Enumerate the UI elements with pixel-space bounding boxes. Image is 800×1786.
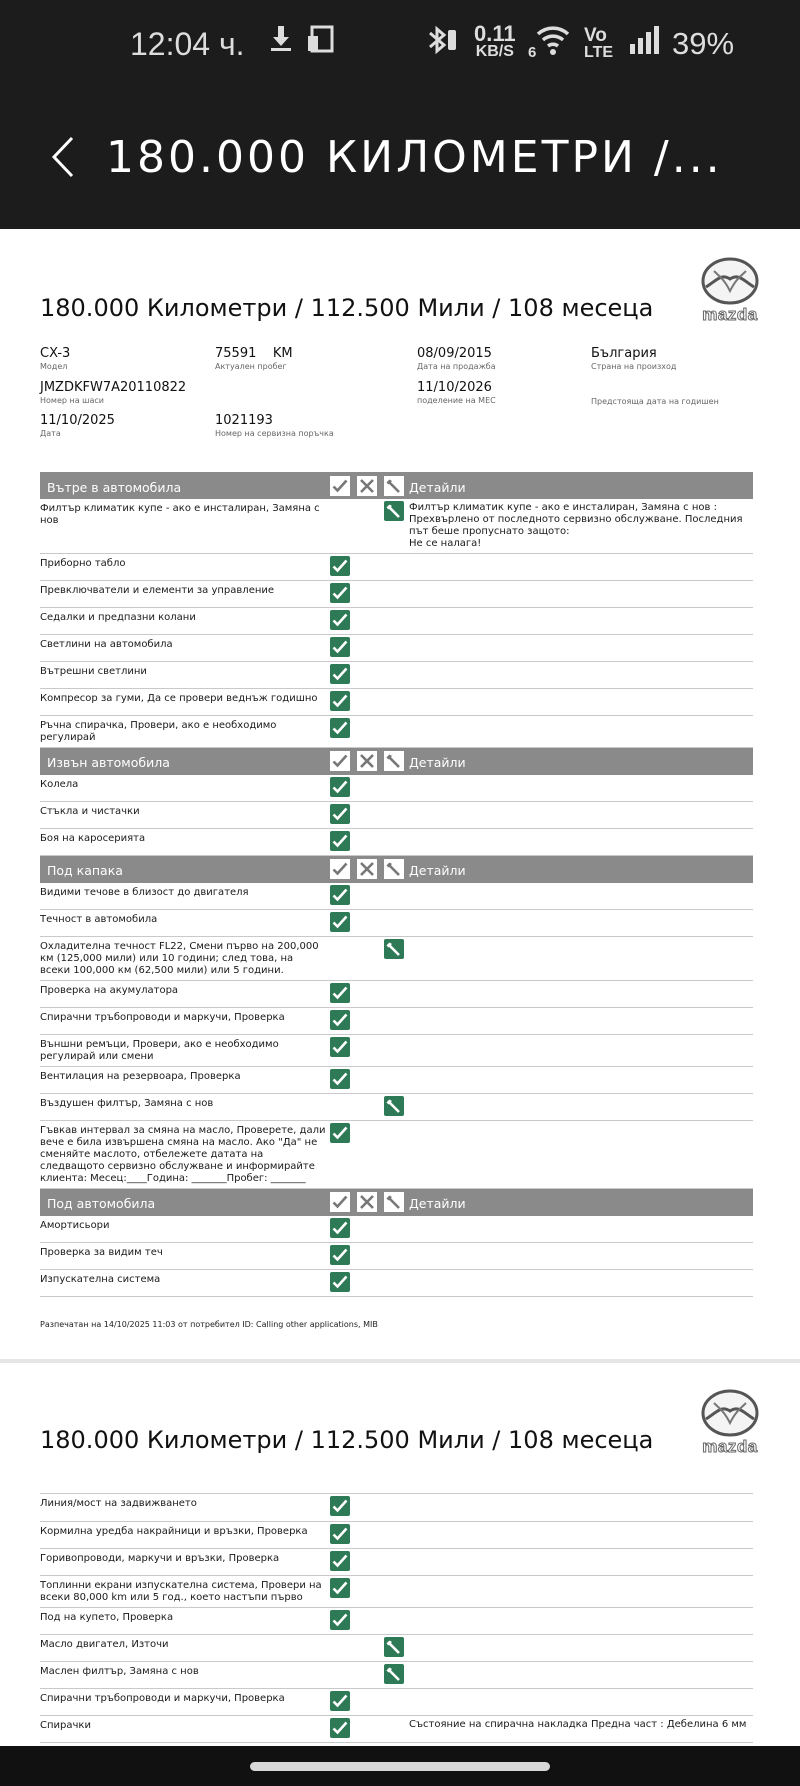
table-row — [40, 1715, 753, 1742]
row-detail — [407, 775, 753, 802]
row-item-label: Спирачни тръбопроводи и маркучи, Проверка — [40, 1688, 326, 1715]
table-row — [40, 1494, 753, 1521]
status-fail-cell — [353, 1715, 380, 1742]
check-ok-icon — [330, 583, 350, 603]
row-item-label: Вентилация на резервоара, Проверка — [40, 1067, 326, 1094]
status-ok-cell — [326, 1494, 353, 1521]
row-item-label: Гъвкав интервал за смяна на масло, Проверете, дали вече е била извършена смяна на масло. Ако "Да" не сменяйте маслото, отбележете датата на следващото сервизно обслужване и информирайте клиента: Месец:____Година: _______Пробег: _______ — [40, 1121, 326, 1189]
row-detail — [407, 1548, 753, 1575]
check-ok-icon — [330, 1069, 350, 1089]
status-fail-cell — [353, 689, 380, 716]
status-fail-cell — [353, 1094, 380, 1121]
document-page-2 — [0, 1363, 800, 1746]
row-detail — [407, 608, 753, 635]
status-fail-cell — [353, 910, 380, 937]
table-row — [40, 1121, 753, 1189]
status-ok-cell — [326, 1607, 353, 1634]
table-row — [40, 1008, 753, 1035]
status-ok-cell — [326, 1715, 353, 1742]
check-ok-icon — [330, 1272, 350, 1292]
volte-indicator: Vo LTE — [584, 25, 614, 61]
status-ok-cell — [326, 1548, 353, 1575]
status-fail-cell — [353, 883, 380, 910]
row-detail — [407, 689, 753, 716]
info-mec-date: 11/10/2026 поделение на МЕС — [417, 380, 496, 405]
row-item-label: Стъкла и чистачки — [40, 802, 326, 829]
status-fail-cell — [353, 1216, 380, 1243]
status-fail-cell — [353, 499, 380, 554]
row-detail — [407, 883, 753, 910]
row-detail — [407, 1575, 753, 1607]
table-row — [40, 554, 753, 581]
home-gesture-handle[interactable] — [250, 1762, 550, 1771]
row-detail — [407, 1634, 753, 1661]
download-icon — [268, 24, 294, 61]
table-row — [40, 1688, 753, 1715]
status-ok-cell — [326, 581, 353, 608]
check-ok-icon — [330, 1610, 350, 1630]
status-fail-cell — [353, 1634, 380, 1661]
row-item-label: Проверка за видим теч — [40, 1243, 326, 1270]
status-ok-cell — [326, 829, 353, 856]
status-service-cell — [380, 910, 407, 937]
status-service-cell — [380, 635, 407, 662]
table-row — [40, 1521, 753, 1548]
check-ok-icon — [330, 610, 350, 630]
header-tool-icon — [380, 748, 407, 775]
row-item-label: Изпускателна система — [40, 1270, 326, 1297]
row-detail — [407, 1067, 753, 1094]
table-row — [40, 1661, 753, 1688]
row-item-label: Маслен филтър, Замяна с нов — [40, 1661, 326, 1688]
header-check-icon — [326, 472, 353, 499]
status-service-cell — [380, 883, 407, 910]
status-ok-cell — [326, 1216, 353, 1243]
row-detail — [407, 1494, 753, 1521]
table-row — [40, 608, 753, 635]
row-detail — [407, 581, 753, 608]
table-row — [40, 581, 753, 608]
status-ok-cell — [326, 1008, 353, 1035]
status-ok-cell — [326, 1634, 353, 1661]
status-ok-cell — [326, 1575, 353, 1607]
status-fail-cell — [353, 662, 380, 689]
check-ok-icon — [330, 1123, 350, 1143]
status-ok-cell — [326, 775, 353, 802]
status-service-cell — [380, 802, 407, 829]
info-country: България Страна на произход — [591, 346, 677, 371]
info-sale-date: 08/09/2015 Дата на продажба — [417, 346, 496, 371]
status-fail-cell — [353, 1008, 380, 1035]
status-service-cell — [380, 1661, 407, 1688]
table-row — [40, 662, 753, 689]
header-x-icon — [353, 856, 380, 883]
status-service-cell — [380, 1270, 407, 1297]
mazda-emblem-icon — [692, 257, 768, 307]
check-ok-icon — [330, 831, 350, 851]
check-ok-icon — [330, 1551, 350, 1571]
service-tool-icon — [384, 1637, 404, 1657]
status-fail-cell — [353, 802, 380, 829]
status-ok-cell — [326, 1035, 353, 1067]
status-fail-cell — [353, 1548, 380, 1575]
table-row — [40, 802, 753, 829]
status-ok-cell — [326, 883, 353, 910]
app-bar — [0, 88, 800, 229]
status-fail-cell — [353, 981, 380, 1008]
service-tool-icon — [384, 939, 404, 959]
row-detail: Състояние на спирачна накладка Предна част : Дебелина 6 мм — [407, 1715, 753, 1742]
row-detail — [407, 1607, 753, 1634]
row-item-label: Светлини на автомобила — [40, 635, 326, 662]
status-fail-cell — [353, 608, 380, 635]
row-item-label: Течност в автомобила — [40, 910, 326, 937]
check-ok-icon — [330, 637, 350, 657]
status-ok-cell — [326, 608, 353, 635]
mazda-wordmark: mazda — [702, 1437, 758, 1456]
header-check-icon — [326, 1189, 353, 1216]
checklist-table-page2 — [40, 1494, 753, 1743]
status-ok-cell — [326, 499, 353, 554]
status-ok-cell — [326, 1521, 353, 1548]
header-x-icon — [353, 472, 380, 499]
table-row — [40, 883, 753, 910]
status-service-cell — [380, 662, 407, 689]
status-service-cell — [380, 689, 407, 716]
details-header: Детайли — [407, 856, 753, 883]
table-row — [40, 1035, 753, 1067]
status-fail-cell — [353, 1521, 380, 1548]
check-ok-icon — [330, 1718, 350, 1738]
document-page-1 — [0, 229, 800, 1359]
row-item-label: Топлинни екрани изпускателна система, Провери на всеки 80,000 km или 5 год., което настъпи първо — [40, 1575, 326, 1607]
details-header: Детайли — [407, 748, 753, 775]
status-service-cell — [380, 937, 407, 981]
row-detail — [407, 554, 753, 581]
row-detail — [407, 1216, 753, 1243]
status-ok-cell — [326, 1243, 353, 1270]
service-tool-icon — [384, 1096, 404, 1116]
check-ok-icon — [330, 777, 350, 797]
status-ok-cell — [326, 1094, 353, 1121]
row-item-label: Вътрешни светлини — [40, 662, 326, 689]
row-item-label: Превключватели и елементи за управление — [40, 581, 326, 608]
navigation-bar — [0, 1746, 800, 1786]
section-header — [40, 1189, 753, 1216]
status-service-cell — [380, 1035, 407, 1067]
check-ok-icon — [330, 1524, 350, 1544]
section-title: Вътре в автомобила — [40, 472, 326, 499]
row-item-label: Компресор за гуми, Да се провери веднъж годишно — [40, 689, 326, 716]
check-ok-icon — [330, 556, 350, 576]
check-ok-icon — [330, 1218, 350, 1238]
details-header: Детайли — [407, 1189, 753, 1216]
check-ok-icon — [330, 718, 350, 738]
table-row — [40, 1243, 753, 1270]
battery-level: 39% — [672, 26, 735, 61]
network-speed: 0.11 KB/S — [474, 21, 516, 60]
status-fail-cell — [353, 1661, 380, 1688]
status-fail-cell — [353, 1494, 380, 1521]
status-ok-cell — [326, 910, 353, 937]
row-detail — [407, 1688, 753, 1715]
status-service-cell — [380, 1121, 407, 1189]
status-fail-cell — [353, 1121, 380, 1189]
info-date: 11/10/2025 Дата — [40, 413, 115, 438]
header-check-icon — [326, 748, 353, 775]
status-fail-cell — [353, 1270, 380, 1297]
status-fail-cell — [353, 1607, 380, 1634]
check-ok-icon — [330, 1578, 350, 1598]
service-tool-icon — [384, 1664, 404, 1684]
mazda-logo-page2 — [692, 1389, 768, 1459]
details-header: Детайли — [407, 472, 753, 499]
status-service-cell — [380, 829, 407, 856]
row-detail: Филтър климатик купе - ако е инсталиран, Замяна с нов : Прехвърлено от последното сервизно обслужване. Последния път беше пропуснато защото: Не се налага! — [407, 499, 753, 554]
printed-note: Разпечатан на 14/10/2025 11:03 от потребител ID: Calling other applications, MIB — [40, 1320, 378, 1329]
info-model: CX-3 Модел — [40, 346, 71, 371]
row-item-label: Седалки и предпазни колани — [40, 608, 326, 635]
status-ok-cell — [326, 937, 353, 981]
status-service-cell — [380, 499, 407, 554]
status-fail-cell — [353, 635, 380, 662]
status-service-cell — [380, 1216, 407, 1243]
bluetooth-icon — [426, 24, 462, 63]
row-item-label: Охладителна течност FL22, Смени първо на 200,000 км (125,000 мили) или 10 години; след това, на всеки 100,000 км (62,500 мили) или 5 години. — [40, 937, 326, 981]
header-tool-icon — [380, 856, 407, 883]
table-row — [40, 981, 753, 1008]
table-row — [40, 635, 753, 662]
section-header — [40, 472, 753, 499]
check-ok-icon — [330, 1010, 350, 1030]
status-service-cell — [380, 1688, 407, 1715]
row-detail — [407, 1121, 753, 1189]
status-service-cell — [380, 1494, 407, 1521]
status-service-cell — [380, 554, 407, 581]
row-item-label: Под на купето, Проверка — [40, 1607, 326, 1634]
row-detail — [407, 662, 753, 689]
row-detail — [407, 981, 753, 1008]
row-detail — [407, 1008, 753, 1035]
check-ok-icon — [330, 1496, 350, 1516]
status-service-cell — [380, 1607, 407, 1634]
status-fail-cell — [353, 937, 380, 981]
check-ok-icon — [330, 885, 350, 905]
table-row — [40, 499, 753, 554]
row-detail — [407, 802, 753, 829]
table-row — [40, 1067, 753, 1094]
table-row — [40, 1270, 753, 1297]
status-ok-cell — [326, 1121, 353, 1189]
status-ok-cell — [326, 689, 353, 716]
status-service-cell — [380, 1634, 407, 1661]
row-item-label: Проверка на акумулатора — [40, 981, 326, 1008]
status-ok-cell — [326, 1688, 353, 1715]
status-service-cell — [380, 1521, 407, 1548]
row-detail — [407, 1094, 753, 1121]
row-item-label: Кормилна уредба накрайници и връзки, Проверка — [40, 1521, 326, 1548]
info-service-order: 1021193 Номер на сервизна поръчка — [215, 413, 334, 438]
section-title: Извън автомобила — [40, 748, 326, 775]
table-row — [40, 689, 753, 716]
status-fail-cell — [353, 1575, 380, 1607]
row-detail — [407, 829, 753, 856]
row-item-label: Амортисьори — [40, 1216, 326, 1243]
status-service-cell — [380, 1715, 407, 1742]
status-ok-cell — [326, 662, 353, 689]
mazda-emblem-icon — [692, 1389, 768, 1439]
mazda-logo — [692, 257, 768, 327]
status-service-cell — [380, 1067, 407, 1094]
row-item-label: Боя на каросерията — [40, 829, 326, 856]
check-ok-icon — [330, 664, 350, 684]
document-title: 180.000 Километри / 112.500 Мили / 108 месеца — [40, 294, 654, 322]
back-arrow-icon[interactable] — [44, 130, 84, 184]
checklist-table — [40, 472, 753, 1297]
status-service-cell — [380, 1548, 407, 1575]
section-header — [40, 748, 753, 775]
status-ok-cell — [326, 1270, 353, 1297]
table-row — [40, 829, 753, 856]
status-service-cell — [380, 1243, 407, 1270]
section-header — [40, 856, 753, 883]
header-x-icon — [353, 748, 380, 775]
table-row — [40, 937, 753, 981]
row-item-label: Линия/мост на задвижването — [40, 1494, 326, 1521]
signal-icon — [628, 24, 664, 63]
row-item-label: Въздушен филтър, Замяна с нов — [40, 1094, 326, 1121]
header-check-icon — [326, 856, 353, 883]
row-item-label: Колела — [40, 775, 326, 802]
section-title: Под автомобила — [40, 1189, 326, 1216]
status-ok-cell — [326, 1067, 353, 1094]
table-row — [40, 910, 753, 937]
check-ok-icon — [330, 912, 350, 932]
info-next-annual: Предстояща дата на годишен — [591, 397, 719, 406]
row-detail — [407, 716, 753, 748]
check-ok-icon — [330, 1691, 350, 1711]
wifi-6-label: 6 — [528, 44, 537, 61]
info-vin: JMZDKFW7A20110822 Номер на шаси — [40, 380, 187, 405]
service-tool-icon — [384, 501, 404, 521]
table-row — [40, 1216, 753, 1243]
row-detail — [407, 1270, 753, 1297]
header-tool-icon — [380, 1189, 407, 1216]
status-ok-cell — [326, 981, 353, 1008]
check-ok-icon — [330, 1245, 350, 1265]
status-fail-cell — [353, 581, 380, 608]
page-title: 180.000 КИЛОМЕТРИ /... — [106, 132, 723, 183]
status-service-cell — [380, 1008, 407, 1035]
row-item-label: Видими течове в близост до двигателя — [40, 883, 326, 910]
status-bar — [0, 0, 800, 88]
table-row — [40, 1094, 753, 1121]
status-service-cell — [380, 1575, 407, 1607]
info-mileage: 75591 KM Актуален пробег — [215, 346, 293, 371]
row-item-label: Горивопроводи, маркучи и връзки, Проверка — [40, 1548, 326, 1575]
row-item-label: Външни ремъци, Провери, ако е необходимо регулирай или смени — [40, 1035, 326, 1067]
check-ok-icon — [330, 804, 350, 824]
status-ok-cell — [326, 802, 353, 829]
table-row — [40, 1634, 753, 1661]
cast-icon — [306, 24, 338, 61]
row-item-label: Спирачни тръбопроводи и маркучи, Проверка — [40, 1008, 326, 1035]
row-detail — [407, 937, 753, 981]
status-fail-cell — [353, 1243, 380, 1270]
row-detail — [407, 1521, 753, 1548]
row-detail — [407, 1661, 753, 1688]
clock: 12:04 ч. — [130, 26, 245, 62]
status-fail-cell — [353, 1035, 380, 1067]
status-fail-cell — [353, 554, 380, 581]
table-row — [40, 1607, 753, 1634]
status-ok-cell — [326, 554, 353, 581]
status-fail-cell — [353, 775, 380, 802]
status-fail-cell — [353, 716, 380, 748]
mazda-wordmark: mazda — [702, 305, 758, 324]
row-detail — [407, 910, 753, 937]
status-service-cell — [380, 1094, 407, 1121]
status-service-cell — [380, 981, 407, 1008]
status-service-cell — [380, 775, 407, 802]
row-item-label: Масло двигател, Източи — [40, 1634, 326, 1661]
table-row — [40, 1575, 753, 1607]
status-service-cell — [380, 716, 407, 748]
table-row — [40, 1548, 753, 1575]
table-row — [40, 716, 753, 748]
row-item-label: Приборно табло — [40, 554, 326, 581]
status-service-cell — [380, 608, 407, 635]
status-fail-cell — [353, 1067, 380, 1094]
row-detail — [407, 1243, 753, 1270]
status-ok-cell — [326, 716, 353, 748]
header-x-icon — [353, 1189, 380, 1216]
check-ok-icon — [330, 691, 350, 711]
status-fail-cell — [353, 829, 380, 856]
row-detail — [407, 635, 753, 662]
check-ok-icon — [330, 983, 350, 1003]
status-ok-cell — [326, 1661, 353, 1688]
status-service-cell — [380, 581, 407, 608]
status-ok-cell — [326, 635, 353, 662]
row-detail — [407, 1035, 753, 1067]
table-row — [40, 775, 753, 802]
row-item-label: Спирачки — [40, 1715, 326, 1742]
check-ok-icon — [330, 1037, 350, 1057]
row-item-label: Филтър климатик купе - ако е инсталиран, Замяна с нов — [40, 499, 326, 554]
status-fail-cell — [353, 1688, 380, 1715]
document-title-page2: 180.000 Километри / 112.500 Мили / 108 месеца — [40, 1426, 654, 1454]
header-tool-icon — [380, 472, 407, 499]
row-item-label: Ръчна спирачка, Провери, ако е необходимо регулирай — [40, 716, 326, 748]
section-title: Под капака — [40, 856, 326, 883]
